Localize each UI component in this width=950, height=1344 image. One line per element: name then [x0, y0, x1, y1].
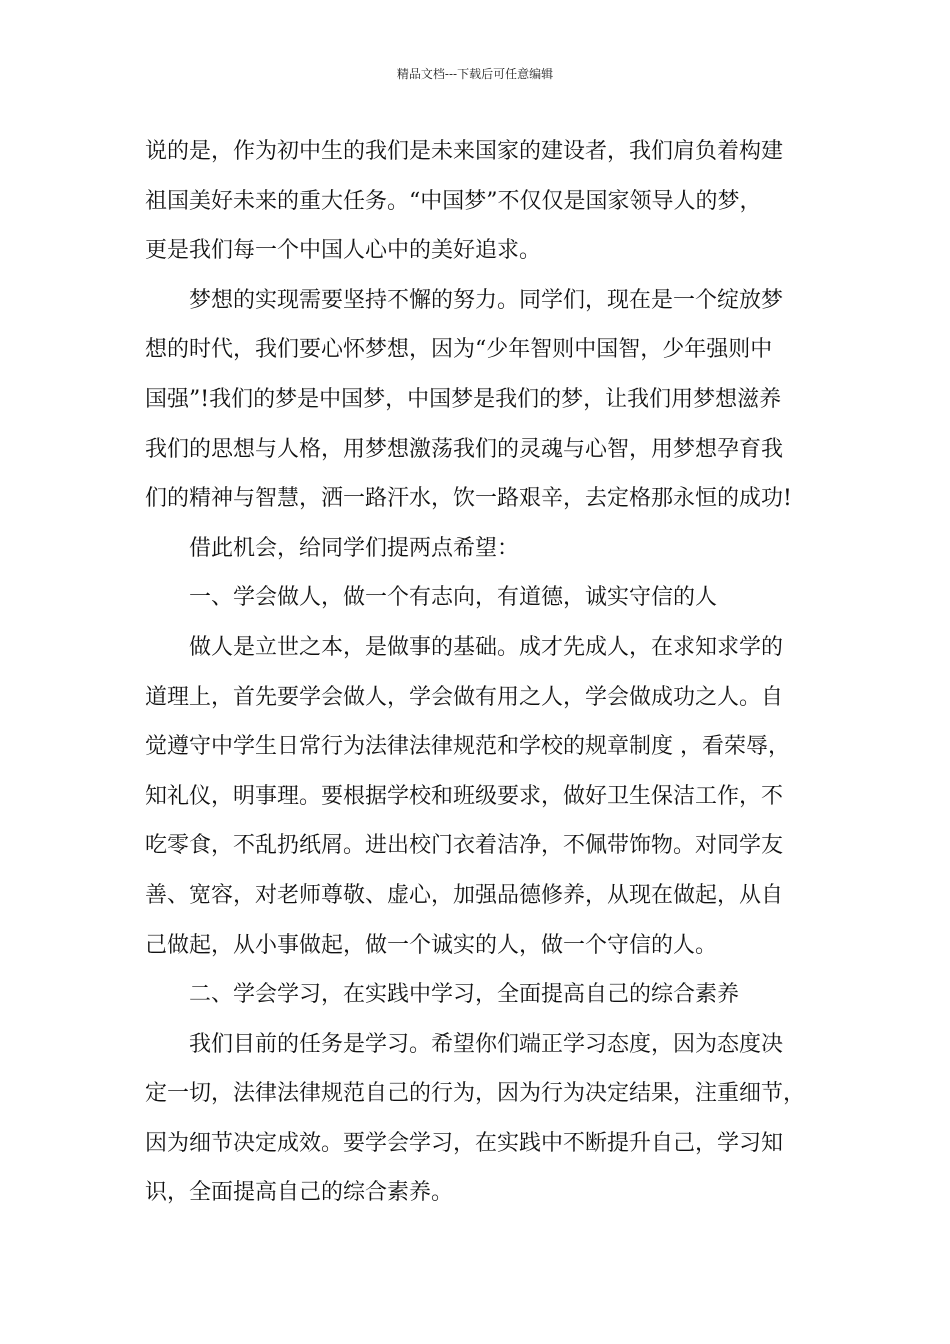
text-line: 知礼仪，明事理。要根据学校和班级要求，做好卫生保洁工作，不	[145, 783, 784, 809]
text-line: 因为细节决定成效。要学会学习，在实践中不断提升自己，学习知	[145, 1130, 784, 1156]
text-line: 己做起，从小事做起，做一个诚实的人，做一个守信的人。	[145, 932, 718, 958]
text-line: 识，全面提高自己的综合素养。	[145, 1180, 454, 1206]
text-line: 们的精神与智慧，洒一路汗水，饮一路艰辛，去定格那永恒的成功!	[145, 486, 792, 512]
text-line: 我们目前的任务是学习。希望你们端正学习态度，因为态度决	[189, 1031, 784, 1057]
text-line: 觉遵守中学生日常行为法律法律规范和学校的规章制度 ，看荣辱，	[145, 734, 790, 760]
text-line: 梦想的实现需要坚持不懈的努力。同学们，现在是一个绽放梦	[189, 287, 784, 313]
text-line: 一、学会做人，做一个有志向，有道德，诚实守信的人	[189, 585, 718, 611]
text-line: 国强”!我们的梦是中国梦，中国梦是我们的梦，让我们用梦想滋养	[145, 386, 782, 412]
text-line: 更是我们每一个中国人心中的美好追求。	[145, 238, 542, 264]
text-line: 做人是立世之本，是做事的基础。成才先成人，在求知求学的	[189, 634, 784, 660]
text-line: 祖国美好未来的重大任务。“中国梦”不仅仅是国家领导人的梦，	[145, 188, 762, 214]
text-line: 想的时代，我们要心怀梦想，因为“少年智则中国智，少年强则中	[145, 337, 773, 363]
text-line: 定一切，法律法律规范自己的行为，因为行为决定结果，注重细节，	[145, 1081, 806, 1107]
document-body	[145, 127, 817, 1218]
page-header: 精品文档---下载后可任意编辑	[396, 67, 554, 81]
text-line: 吃零食，不乱扔纸屑。进出校门衣着洁净，不佩带饰物。对同学友	[145, 833, 784, 859]
text-line: 说的是，作为初中生的我们是未来国家的建设者，我们肩负着构建	[145, 139, 784, 164]
text-line: 善、宽容，对老师尊敬、虚心，加强品德修养，从现在做起，从自	[145, 882, 784, 908]
text-line: 道理上，首先要学会做人，学会做有用之人，学会做成功之人。自	[145, 684, 784, 710]
text-line: 二、学会学习，在实践中学习，全面提高自己的综合素养	[189, 982, 740, 1008]
text-line: 我们的思想与人格，用梦想激荡我们的灵魂与心智，用梦想孕育我	[145, 436, 784, 462]
text-line: 借此机会，给同学们提两点希望：	[189, 535, 520, 561]
